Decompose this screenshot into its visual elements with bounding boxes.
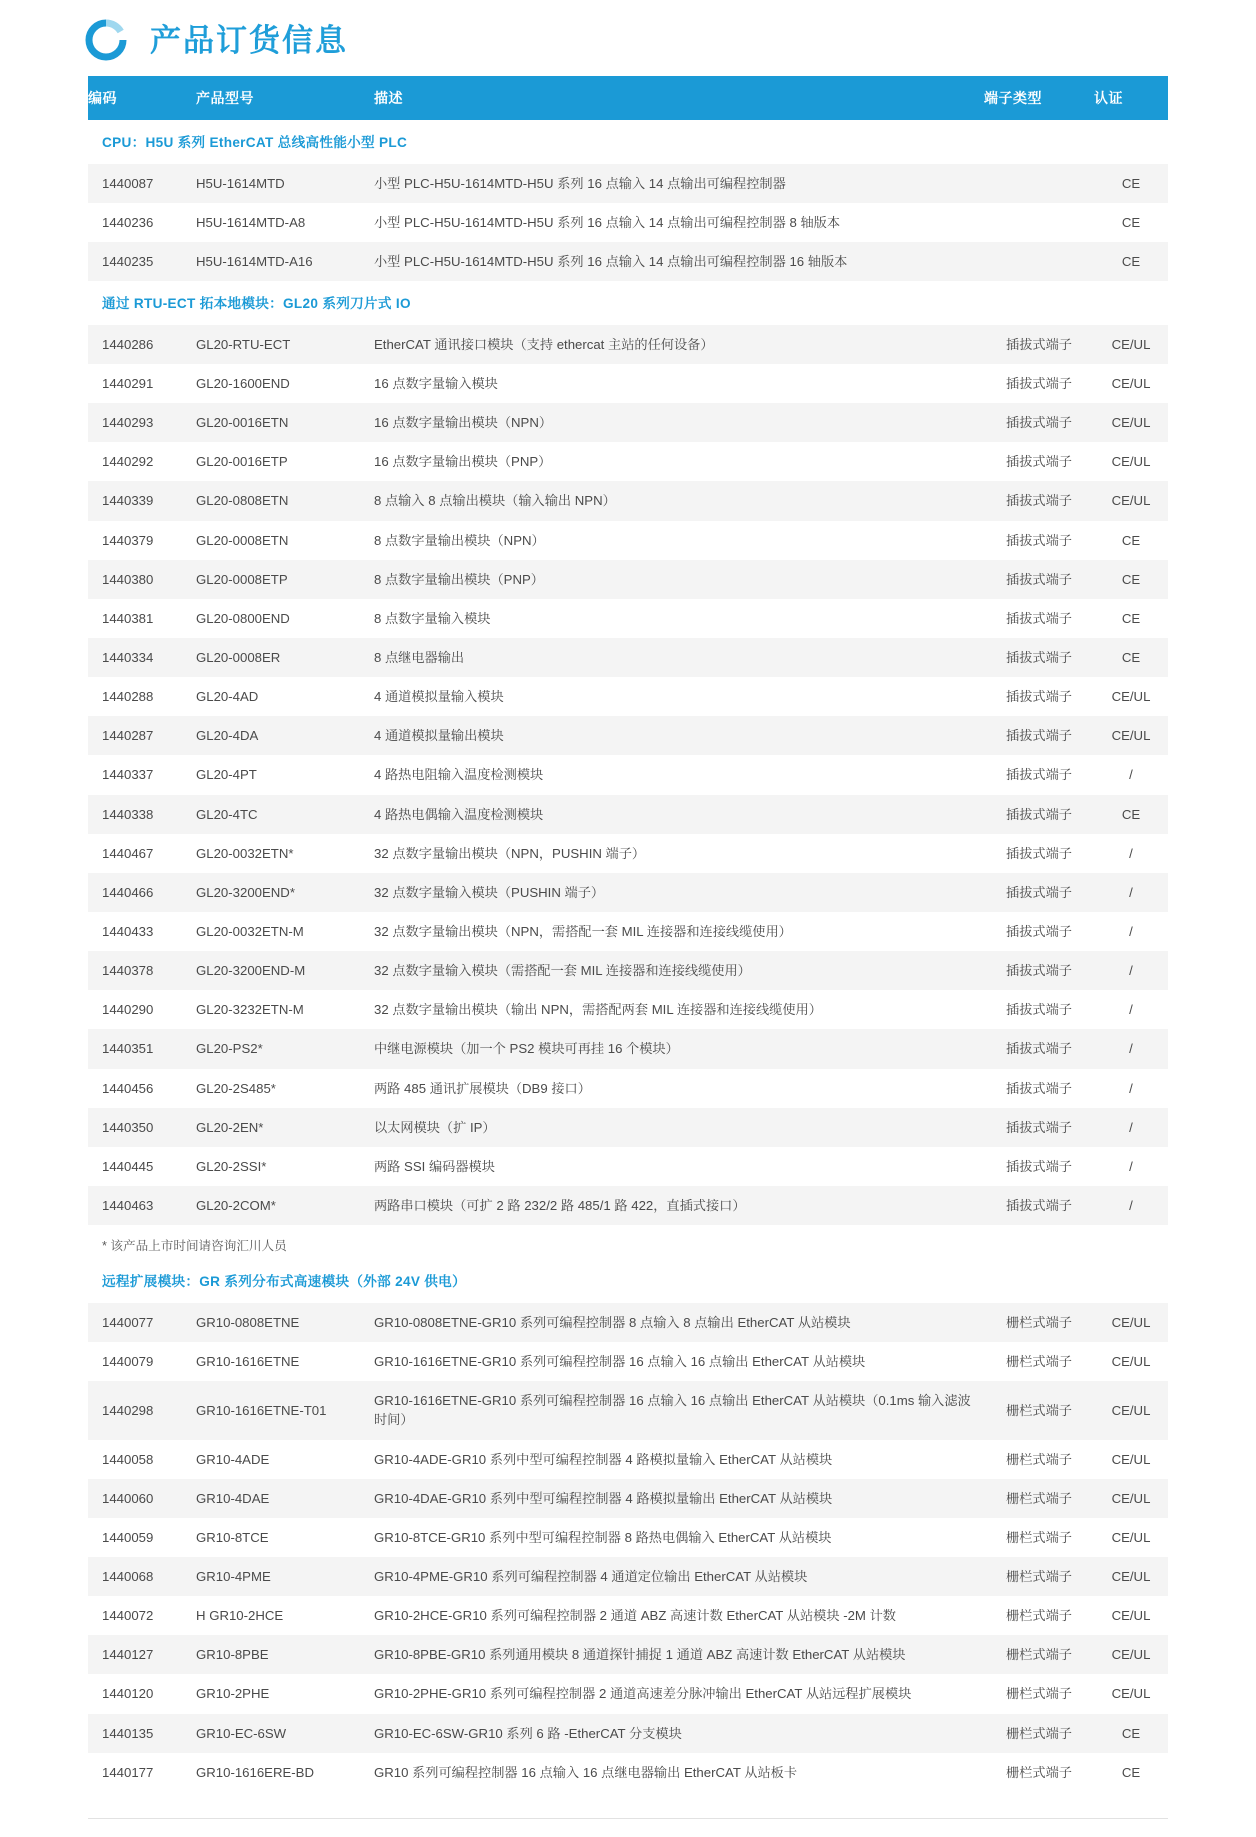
cell-code: 1440467 — [88, 834, 196, 873]
cell-model: GR10-1616ETNE-T01 — [196, 1381, 374, 1439]
cell-description: GR10 系列可编程控制器 16 点输入 16 点继电器输出 EtherCAT 从站板卡 — [374, 1753, 984, 1792]
column-header-description: 描述 — [374, 76, 984, 120]
cell-model: GR10-EC-6SW — [196, 1714, 374, 1753]
cell-terminal-type — [984, 242, 1094, 281]
cell-model: GL20-2SSI* — [196, 1147, 374, 1186]
ring-icon — [84, 18, 128, 62]
cell-description: 4 通道模拟量输出模块 — [374, 716, 984, 755]
cell-certification: CE/UL — [1094, 1440, 1168, 1479]
cell-model: GL20-0016ETP — [196, 442, 374, 481]
cell-code: 1440135 — [88, 1714, 196, 1753]
cell-code: 1440380 — [88, 560, 196, 599]
table-row — [88, 873, 1168, 912]
cell-terminal-type: 插拔式端子 — [984, 1108, 1094, 1147]
cell-certification: / — [1094, 1108, 1168, 1147]
cell-code: 1440334 — [88, 638, 196, 677]
cell-certification: CE — [1094, 1714, 1168, 1753]
cell-model: H GR10-2HCE — [196, 1596, 374, 1635]
cell-model: GL20-2COM* — [196, 1186, 374, 1225]
table-row — [88, 599, 1168, 638]
cell-code: 1440292 — [88, 442, 196, 481]
cell-terminal-type — [984, 203, 1094, 242]
table-row — [88, 1714, 1168, 1753]
cell-terminal-type: 插拔式端子 — [984, 481, 1094, 520]
cell-description: 16 点数字量输出模块（PNP） — [374, 442, 984, 481]
cell-description: 两路 485 通讯扩展模块（DB9 接口） — [374, 1069, 984, 1108]
table-section-header-gl20 — [88, 281, 1168, 325]
cell-certification: CE/UL — [1094, 1635, 1168, 1674]
cell-certification: CE/UL — [1094, 1674, 1168, 1713]
cell-description: 32 点数字量输出模块（NPN，需搭配一套 MIL 连接器和连接线缆使用） — [374, 912, 984, 951]
cell-certification: / — [1094, 755, 1168, 794]
table-row — [88, 1596, 1168, 1635]
section-label: 通过 RTU-ECT 拓本地模块：GL20 系列刀片式 IO — [88, 281, 1168, 325]
cell-certification: CE/UL — [1094, 1381, 1168, 1439]
cell-certification: CE/UL — [1094, 325, 1168, 364]
table-row — [88, 1440, 1168, 1479]
cell-certification: / — [1094, 912, 1168, 951]
table-row — [88, 1479, 1168, 1518]
table-row — [88, 951, 1168, 990]
cell-code: 1440433 — [88, 912, 196, 951]
cell-code: 1440379 — [88, 521, 196, 560]
cell-terminal-type: 插拔式端子 — [984, 442, 1094, 481]
cell-model: GR10-8PBE — [196, 1635, 374, 1674]
cell-code: 1440060 — [88, 1479, 196, 1518]
table-row — [88, 1186, 1168, 1225]
cell-certification: CE/UL — [1094, 364, 1168, 403]
column-header-model: 产品型号 — [196, 76, 374, 120]
cell-certification: CE/UL — [1094, 716, 1168, 755]
cell-certification: CE/UL — [1094, 1557, 1168, 1596]
table-row — [88, 1342, 1168, 1381]
cell-model: GL20-3232ETN-M — [196, 990, 374, 1029]
cell-code: 1440120 — [88, 1674, 196, 1713]
cell-terminal-type: 插拔式端子 — [984, 1186, 1094, 1225]
cell-code: 1440287 — [88, 716, 196, 755]
cell-code: 1440445 — [88, 1147, 196, 1186]
cell-model: GL20-4PT — [196, 755, 374, 794]
cell-terminal-type: 插拔式端子 — [984, 716, 1094, 755]
cell-certification: CE/UL — [1094, 1518, 1168, 1557]
cell-code: 1440072 — [88, 1596, 196, 1635]
cell-certification: CE/UL — [1094, 1596, 1168, 1635]
column-header-code: 编码 — [88, 76, 196, 120]
cell-model: GR10-2PHE — [196, 1674, 374, 1713]
cell-terminal-type: 栅栏式端子 — [984, 1635, 1094, 1674]
cell-terminal-type: 栅栏式端子 — [984, 1518, 1094, 1557]
section-label: CPU：H5U 系列 EtherCAT 总线高性能小型 PLC — [88, 120, 1168, 164]
cell-terminal-type: 栅栏式端子 — [984, 1303, 1094, 1342]
cell-model: GL20-PS2* — [196, 1029, 374, 1068]
cell-terminal-type: 栅栏式端子 — [984, 1557, 1094, 1596]
table-header — [88, 76, 1168, 120]
cell-terminal-type: 栅栏式端子 — [984, 1381, 1094, 1439]
cell-terminal-type: 栅栏式端子 — [984, 1596, 1094, 1635]
cell-model: GR10-4DAE — [196, 1479, 374, 1518]
cell-terminal-type: 栅栏式端子 — [984, 1440, 1094, 1479]
table-footnote-row — [88, 1225, 1168, 1259]
cell-model: GR10-1616ETNE — [196, 1342, 374, 1381]
table-row — [88, 481, 1168, 520]
cell-terminal-type: 插拔式端子 — [984, 677, 1094, 716]
table-row — [88, 242, 1168, 281]
cell-code: 1440290 — [88, 990, 196, 1029]
table-row — [88, 1557, 1168, 1596]
cell-model: GL20-3200END-M — [196, 951, 374, 990]
cell-terminal-type: 插拔式端子 — [984, 1029, 1094, 1068]
cell-terminal-type: 插拔式端子 — [984, 364, 1094, 403]
cell-code: 1440288 — [88, 677, 196, 716]
cell-code: 1440293 — [88, 403, 196, 442]
table-row — [88, 638, 1168, 677]
cell-model: GL20-1600END — [196, 364, 374, 403]
cell-terminal-type: 插拔式端子 — [984, 912, 1094, 951]
cell-description: 8 点数字量输出模块（PNP） — [374, 560, 984, 599]
table-row — [88, 990, 1168, 1029]
cell-certification: CE — [1094, 1753, 1168, 1792]
cell-terminal-type: 插拔式端子 — [984, 834, 1094, 873]
cell-terminal-type: 插拔式端子 — [984, 1147, 1094, 1186]
cell-description: GR10-8TCE-GR10 系列中型可编程控制器 8 路热电偶输入 EtherCAT 从站模块 — [374, 1518, 984, 1557]
section-label: 远程扩展模块：GR 系列分布式高速模块（外部 24V 供电） — [88, 1259, 1168, 1303]
cell-model: GL20-0032ETN-M — [196, 912, 374, 951]
cell-certification: / — [1094, 951, 1168, 990]
table-row — [88, 560, 1168, 599]
cell-model: GL20-0008ER — [196, 638, 374, 677]
cell-model: H5U-1614MTD-A8 — [196, 203, 374, 242]
cell-terminal-type: 插拔式端子 — [984, 990, 1094, 1029]
cell-model: GR10-0808ETNE — [196, 1303, 374, 1342]
cell-description: GR10-EC-6SW-GR10 系列 6 路 -EtherCAT 分支模块 — [374, 1714, 984, 1753]
table-row — [88, 521, 1168, 560]
cell-description: GR10-1616ETNE-GR10 系列可编程控制器 16 点输入 16 点输出 EtherCAT 从站模块 — [374, 1342, 984, 1381]
cell-terminal-type: 插拔式端子 — [984, 325, 1094, 364]
cell-description: GR10-4ADE-GR10 系列中型可编程控制器 4 路模拟量输入 EtherCAT 从站模块 — [374, 1440, 984, 1479]
cell-model: GR10-4ADE — [196, 1440, 374, 1479]
table-row — [88, 1029, 1168, 1068]
cell-certification: CE — [1094, 203, 1168, 242]
cell-description: GR10-2PHE-GR10 系列可编程控制器 2 通道高速差分脉冲输出 EtherCAT 从站远程扩展模块 — [374, 1674, 984, 1713]
cell-code: 1440059 — [88, 1518, 196, 1557]
cell-description: 小型 PLC-H5U-1614MTD-H5U 系列 16 点输入 14 点输出可编程控制器 — [374, 164, 984, 203]
cell-code: 1440079 — [88, 1342, 196, 1381]
cell-terminal-type: 插拔式端子 — [984, 755, 1094, 794]
cell-description: 8 点继电器输出 — [374, 638, 984, 677]
cell-description: 32 点数字量输入模块（需搭配一套 MIL 连接器和连接线缆使用） — [374, 951, 984, 990]
cell-certification: CE/UL — [1094, 1303, 1168, 1342]
column-header-certification: 认证 — [1094, 76, 1168, 120]
cell-model: GL20-3200END* — [196, 873, 374, 912]
cell-model: GR10-1616ERE-BD — [196, 1753, 374, 1792]
cell-terminal-type: 栅栏式端子 — [984, 1714, 1094, 1753]
cell-certification: CE/UL — [1094, 677, 1168, 716]
cell-terminal-type: 栅栏式端子 — [984, 1674, 1094, 1713]
cell-description: 8 点数字量输入模块 — [374, 599, 984, 638]
table-row — [88, 1635, 1168, 1674]
column-header-terminal-type: 端子类型 — [984, 76, 1094, 120]
cell-terminal-type: 栅栏式端子 — [984, 1342, 1094, 1381]
cell-certification: CE — [1094, 242, 1168, 281]
cell-certification: / — [1094, 873, 1168, 912]
cell-terminal-type: 插拔式端子 — [984, 599, 1094, 638]
table-row — [88, 403, 1168, 442]
table-row — [88, 755, 1168, 794]
cell-certification: / — [1094, 1069, 1168, 1108]
cell-model: GR10-4PME — [196, 1557, 374, 1596]
cell-model: GL20-0800END — [196, 599, 374, 638]
cell-certification: CE — [1094, 795, 1168, 834]
table-row — [88, 364, 1168, 403]
cell-description: GR10-0808ETNE-GR10 系列可编程控制器 8 点输入 8 点输出 EtherCAT 从站模块 — [374, 1303, 984, 1342]
table-header-row — [88, 76, 1168, 120]
table-row — [88, 795, 1168, 834]
cell-description: 两路 SSI 编码器模块 — [374, 1147, 984, 1186]
cell-code: 1440338 — [88, 795, 196, 834]
cell-model: GR10-8TCE — [196, 1518, 374, 1557]
cell-model: GL20-0032ETN* — [196, 834, 374, 873]
page-title: 产品订货信息 — [150, 22, 348, 58]
table-row — [88, 1069, 1168, 1108]
table-row — [88, 912, 1168, 951]
cell-model: GL20-0016ETN — [196, 403, 374, 442]
table-row — [88, 1303, 1168, 1342]
table-row — [88, 164, 1168, 203]
cell-code: 1440337 — [88, 755, 196, 794]
cell-certification: CE/UL — [1094, 1342, 1168, 1381]
cell-code: 1440087 — [88, 164, 196, 203]
cell-code: 1440291 — [88, 364, 196, 403]
cell-certification: CE — [1094, 164, 1168, 203]
cell-description: GR10-2HCE-GR10 系列可编程控制器 2 通道 ABZ 高速计数 EtherCAT 从站模块 -2M 计数 — [374, 1596, 984, 1635]
cell-certification: CE — [1094, 560, 1168, 599]
cell-certification: CE — [1094, 599, 1168, 638]
cell-description: 两路串口模块（可扩 2 路 232/2 路 485/1 路 422，直插式接口） — [374, 1186, 984, 1225]
cell-code: 1440381 — [88, 599, 196, 638]
table-row — [88, 1674, 1168, 1713]
cell-description: 4 路热电阻输入温度检测模块 — [374, 755, 984, 794]
cell-model: GL20-2S485* — [196, 1069, 374, 1108]
table-row — [88, 834, 1168, 873]
cell-code: 1440456 — [88, 1069, 196, 1108]
table-section-header-cpu — [88, 120, 1168, 164]
cell-model: H5U-1614MTD-A16 — [196, 242, 374, 281]
cell-description: 32 点数字量输出模块（NPN，PUSHIN 端子） — [374, 834, 984, 873]
cell-description: 4 通道模拟量输入模块 — [374, 677, 984, 716]
cell-code: 1440351 — [88, 1029, 196, 1068]
table-row — [88, 1108, 1168, 1147]
cell-code: 1440068 — [88, 1557, 196, 1596]
cell-description: 小型 PLC-H5U-1614MTD-H5U 系列 16 点输入 14 点输出可编程控制器 16 轴版本 — [374, 242, 984, 281]
order-info-table — [88, 76, 1168, 1792]
cell-terminal-type: 栅栏式端子 — [984, 1479, 1094, 1518]
cell-code: 1440378 — [88, 951, 196, 990]
cell-code: 1440463 — [88, 1186, 196, 1225]
cell-code: 1440177 — [88, 1753, 196, 1792]
cell-model: GL20-2EN* — [196, 1108, 374, 1147]
cell-model: GL20-0808ETN — [196, 481, 374, 520]
cell-description: GR10-1616ETNE-GR10 系列可编程控制器 16 点输入 16 点输出 EtherCAT 从站模块（0.1ms 输入滤波时间） — [374, 1381, 984, 1439]
cell-certification: CE — [1094, 638, 1168, 677]
cell-description: 以太网模块（扩 IP） — [374, 1108, 984, 1147]
cell-description: EtherCAT 通讯接口模块（支持 ethercat 主站的任何设备） — [374, 325, 984, 364]
cell-certification: / — [1094, 1147, 1168, 1186]
cell-certification: / — [1094, 990, 1168, 1029]
cell-terminal-type: 插拔式端子 — [984, 795, 1094, 834]
cell-code: 1440236 — [88, 203, 196, 242]
cell-certification: CE/UL — [1094, 1479, 1168, 1518]
cell-model: H5U-1614MTD — [196, 164, 374, 203]
cell-description: 16 点数字量输出模块（NPN） — [374, 403, 984, 442]
table-body — [88, 120, 1168, 1792]
cell-description: 小型 PLC-H5U-1614MTD-H5U 系列 16 点输入 14 点输出可编程控制器 8 轴版本 — [374, 203, 984, 242]
cell-model: GL20-0008ETP — [196, 560, 374, 599]
cell-terminal-type: 插拔式端子 — [984, 873, 1094, 912]
cell-model: GL20-4AD — [196, 677, 374, 716]
cell-code: 1440339 — [88, 481, 196, 520]
cell-description: GR10-4PME-GR10 系列可编程控制器 4 通道定位输出 EtherCAT 从站模块 — [374, 1557, 984, 1596]
order-info-table-wrap — [0, 76, 1256, 1792]
cell-code: 1440286 — [88, 325, 196, 364]
cell-description: GR10-4DAE-GR10 系列中型可编程控制器 4 路模拟量输出 EtherCAT 从站模块 — [374, 1479, 984, 1518]
cell-description: 32 点数字量输入模块（PUSHIN 端子） — [374, 873, 984, 912]
cell-certification: CE/UL — [1094, 442, 1168, 481]
table-row — [88, 325, 1168, 364]
cell-terminal-type: 插拔式端子 — [984, 1069, 1094, 1108]
cell-description: 4 路热电偶输入温度检测模块 — [374, 795, 984, 834]
cell-certification: CE — [1094, 521, 1168, 560]
cell-code: 1440058 — [88, 1440, 196, 1479]
cell-certification: / — [1094, 1186, 1168, 1225]
cell-model: GL20-4DA — [196, 716, 374, 755]
table-row — [88, 1753, 1168, 1792]
cell-model: GL20-4TC — [196, 795, 374, 834]
cell-code: 1440350 — [88, 1108, 196, 1147]
table-row — [88, 716, 1168, 755]
table-row — [88, 203, 1168, 242]
cell-code: 1440466 — [88, 873, 196, 912]
cell-code: 1440127 — [88, 1635, 196, 1674]
cell-code: 1440298 — [88, 1381, 196, 1439]
cell-description: 16 点数字量输入模块 — [374, 364, 984, 403]
table-row — [88, 1381, 1168, 1439]
cell-model: GL20-RTU-ECT — [196, 325, 374, 364]
cell-certification: CE/UL — [1094, 403, 1168, 442]
cell-code: 1440235 — [88, 242, 196, 281]
cell-terminal-type: 插拔式端子 — [984, 521, 1094, 560]
cell-terminal-type: 插拔式端子 — [984, 951, 1094, 990]
cell-description: GR10-8PBE-GR10 系列通用模块 8 通道探针捕捉 1 通道 ABZ 高速计数 EtherCAT 从站模块 — [374, 1635, 984, 1674]
cell-terminal-type: 插拔式端子 — [984, 403, 1094, 442]
cell-certification: / — [1094, 1029, 1168, 1068]
cell-terminal-type: 栅栏式端子 — [984, 1753, 1094, 1792]
cell-certification: CE/UL — [1094, 481, 1168, 520]
table-row — [88, 442, 1168, 481]
cell-terminal-type — [984, 164, 1094, 203]
cell-certification: / — [1094, 834, 1168, 873]
cell-description: 中继电源模块（加一个 PS2 模块可再挂 16 个模块） — [374, 1029, 984, 1068]
cell-terminal-type: 插拔式端子 — [984, 638, 1094, 677]
cell-model: GL20-0008ETN — [196, 521, 374, 560]
footnote-text: * 该产品上市时间请咨询汇川人员 — [88, 1225, 1168, 1259]
table-row — [88, 1147, 1168, 1186]
table-section-header-gr-remote — [88, 1259, 1168, 1303]
cell-description: 32 点数字量输出模块（输出 NPN，需搭配两套 MIL 连接器和连接线缆使用） — [374, 990, 984, 1029]
cell-description: 8 点输入 8 点输出模块（输入输出 NPN） — [374, 481, 984, 520]
cell-terminal-type: 插拔式端子 — [984, 560, 1094, 599]
cell-code: 1440077 — [88, 1303, 196, 1342]
table-row — [88, 1518, 1168, 1557]
page-header — [0, 0, 1256, 76]
cell-description: 8 点数字量输出模块（NPN） — [374, 521, 984, 560]
table-row — [88, 677, 1168, 716]
